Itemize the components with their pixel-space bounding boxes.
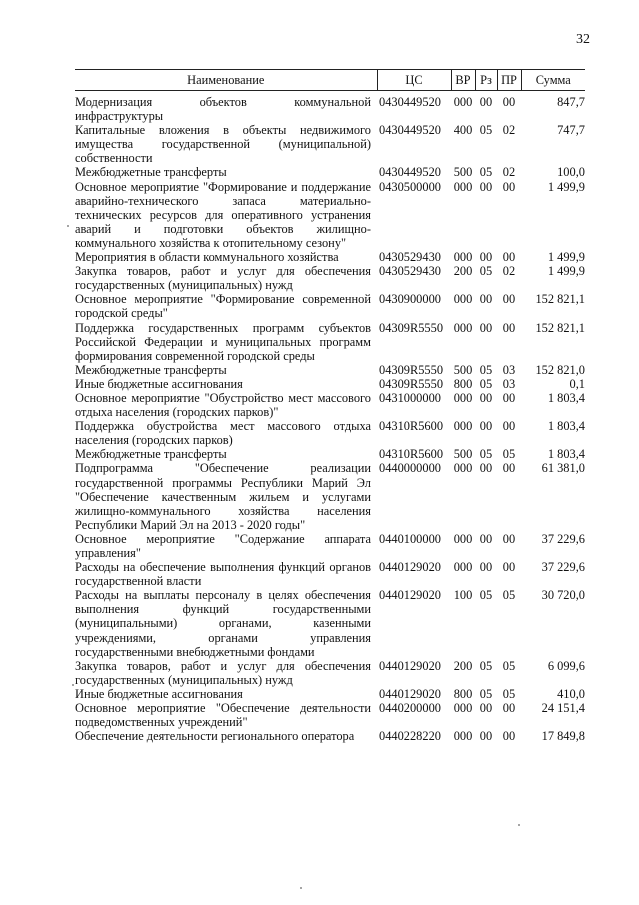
cell-cs: 0430529430 — [379, 250, 441, 265]
cell-cs: 0440000000 — [379, 461, 441, 476]
cell-sum: 1 499,9 — [547, 179, 585, 194]
cell-cs: 0430900000 — [379, 292, 441, 307]
cell-pr: 00 — [502, 292, 516, 307]
cell-vr: 000 — [453, 531, 473, 546]
header-sum: Сумма — [521, 70, 585, 91]
cell-rz: 05 — [479, 686, 493, 701]
cell-vr: 000 — [453, 95, 473, 109]
cell-cs: 0440129020 — [379, 686, 441, 701]
cell-cs: 0440100000 — [379, 531, 441, 546]
table-row — [75, 729, 585, 743]
cell-rz: 05 — [479, 447, 493, 462]
cell-sum: 100,0 — [557, 165, 585, 180]
cell-name: Мероприятия в области коммунального хозяйства — [75, 250, 339, 265]
table-row — [75, 659, 585, 687]
cell-pr: 03 — [502, 376, 516, 391]
cell-sum: 1 499,9 — [547, 264, 585, 279]
cell-pr: 00 — [502, 729, 516, 744]
cell-vr: 100 — [453, 588, 473, 603]
cell-sum: 1 803,4 — [547, 390, 585, 405]
cell-rz: 00 — [479, 179, 493, 194]
cell-rz: 00 — [479, 461, 493, 476]
cell-sum: 17 849,8 — [541, 729, 585, 744]
cell-pr: 02 — [502, 264, 516, 279]
cell-vr: 500 — [453, 362, 473, 377]
cell-rz: 05 — [479, 362, 493, 377]
cell-vr: 400 — [453, 123, 473, 138]
table-row — [75, 461, 585, 531]
cell-vr: 000 — [453, 320, 473, 335]
cell-name: Подпрограмма "Обеспечение реализации государственной программы Республики Марий Эл "Обеспечение качественным жильем и услугами жилищно-коммунального хозяйства населения Республики Марий Эл на 2013 - 2020 годы" — [75, 461, 371, 532]
scan-speck — [72, 684, 74, 686]
cell-name: Основное мероприятие "Содержание аппарата управления" — [75, 531, 371, 560]
cell-rz: 00 — [479, 320, 493, 335]
cell-sum: 30 720,0 — [541, 588, 585, 603]
header-rz: Рз — [475, 70, 497, 91]
cell-cs: 0430529430 — [379, 264, 441, 279]
cell-pr: 00 — [502, 531, 516, 546]
cell-name: Поддержка государственных программ субъектов Российской Федерации и муниципальных программ формирования современной городской среды — [75, 320, 371, 363]
cell-cs: 0431000000 — [379, 390, 441, 405]
cell-rz: 00 — [479, 531, 493, 546]
cell-vr: 000 — [453, 729, 473, 744]
cell-name: Иные бюджетные ассигнования — [75, 686, 243, 701]
cell-pr: 00 — [502, 419, 516, 434]
cell-vr: 000 — [453, 701, 473, 716]
cell-sum: 152 821,1 — [535, 320, 585, 335]
table-row — [75, 701, 585, 729]
table-row — [75, 363, 585, 377]
cell-vr: 200 — [453, 658, 473, 673]
cell-pr: 00 — [502, 701, 516, 716]
header-name: Наименование — [75, 70, 377, 91]
cell-name: Основное мероприятие "Обустройство мест массового отдыха населения (городских парков)" — [75, 390, 371, 420]
cell-cs: 0440200000 — [379, 701, 441, 716]
table-row — [75, 532, 585, 560]
table-row — [75, 588, 585, 658]
cell-name: Межбюджетные трансферты — [75, 447, 227, 462]
cell-name: Капитальные вложения в объекты недвижимого имущества государственной (муниципальной) собственности — [75, 123, 371, 166]
cell-vr: 000 — [453, 461, 473, 476]
cell-rz: 05 — [479, 264, 493, 279]
table-row — [75, 687, 585, 701]
cell-pr: 00 — [502, 179, 516, 194]
table-row — [75, 292, 585, 320]
cell-pr: 00 — [502, 390, 516, 405]
cell-name: Межбюджетные трансферты — [75, 362, 227, 377]
cell-rz: 00 — [479, 701, 493, 716]
scan-speck — [518, 824, 520, 826]
cell-vr: 000 — [453, 250, 473, 265]
cell-vr: 500 — [453, 165, 473, 180]
cell-pr: 02 — [502, 165, 516, 180]
cell-rz: 00 — [479, 560, 493, 575]
cell-pr: 00 — [502, 250, 516, 265]
cell-vr: 800 — [453, 686, 473, 701]
scan-speck — [67, 225, 69, 227]
cell-name: Основное мероприятие "Формирование современной городской среды" — [75, 292, 371, 321]
cell-cs: 0440228220 — [379, 729, 441, 744]
cell-sum: 1 803,4 — [547, 419, 585, 434]
cell-pr: 00 — [502, 560, 516, 575]
cell-rz: 00 — [479, 390, 493, 405]
cell-rz: 00 — [479, 729, 493, 744]
table-row — [75, 419, 585, 447]
cell-sum: 152 821,0 — [535, 362, 585, 377]
scan-speck — [300, 887, 302, 889]
cell-name: Закупка товаров, работ и услуг для обеспечения государственных (муниципальных) нужд — [75, 264, 371, 293]
cell-cs: 0430449520 — [379, 123, 441, 138]
header-pr: ПР — [497, 70, 521, 91]
budget-table — [75, 69, 585, 743]
cell-vr: 000 — [453, 292, 473, 307]
cell-rz: 00 — [479, 95, 493, 109]
cell-cs: 0440129020 — [379, 658, 441, 673]
cell-sum: 24 151,4 — [541, 701, 585, 716]
cell-vr: 800 — [453, 376, 473, 391]
cell-sum: 0,1 — [569, 376, 585, 391]
cell-vr: 200 — [453, 264, 473, 279]
table-row — [75, 377, 585, 391]
cell-name: Закупка товаров, работ и услуг для обеспечения государственных (муниципальных) нужд — [75, 658, 371, 687]
cell-pr: 00 — [502, 320, 516, 335]
cell-cs: 0440129020 — [379, 588, 441, 603]
cell-rz: 05 — [479, 123, 493, 138]
cell-rz: 05 — [479, 588, 493, 603]
cell-pr: 02 — [502, 123, 516, 138]
table-row — [75, 321, 585, 363]
cell-rz: 05 — [479, 376, 493, 391]
table-row — [75, 123, 585, 165]
cell-pr: 00 — [502, 461, 516, 476]
table-row — [75, 560, 585, 588]
cell-rz: 00 — [479, 292, 493, 307]
table-row — [75, 91, 585, 124]
cell-sum: 747,7 — [557, 123, 585, 138]
table-body — [75, 91, 585, 744]
cell-sum: 1 803,4 — [547, 447, 585, 462]
header-cs: ЦС — [377, 70, 451, 91]
cell-sum: 152 821,1 — [535, 292, 585, 307]
cell-sum: 410,0 — [557, 686, 585, 701]
table-row — [75, 391, 585, 419]
cell-cs: 04310R5600 — [379, 447, 444, 462]
cell-pr: 05 — [502, 686, 516, 701]
cell-vr: 500 — [453, 447, 473, 462]
cell-cs: 0430449520 — [379, 165, 441, 180]
cell-rz: 00 — [479, 250, 493, 265]
table-header-row — [75, 70, 585, 91]
page-number: 32 — [576, 32, 590, 47]
table-row — [75, 447, 585, 461]
cell-vr: 000 — [453, 390, 473, 405]
table-row — [75, 250, 585, 264]
table-row — [75, 165, 585, 179]
cell-pr: 00 — [502, 95, 516, 109]
cell-cs: 04309R5550 — [379, 320, 444, 335]
cell-sum: 6 099,6 — [547, 658, 585, 673]
cell-vr: 000 — [453, 560, 473, 575]
cell-name: Расходы на обеспечение выполнения функций органов государственной власти — [75, 560, 371, 589]
cell-cs: 0440129020 — [379, 560, 441, 575]
cell-cs: 04310R5600 — [379, 419, 444, 434]
cell-sum: 61 381,0 — [541, 461, 585, 476]
cell-cs: 0430449520 — [379, 95, 441, 109]
header-vr: ВР — [451, 70, 475, 91]
cell-name: Поддержка обустройства мест массового отдыха населения (городских парков) — [75, 419, 371, 448]
cell-sum: 1 499,9 — [547, 250, 585, 265]
cell-rz: 00 — [479, 419, 493, 434]
cell-pr: 05 — [502, 447, 516, 462]
cell-vr: 000 — [453, 419, 473, 434]
cell-cs: 04309R5550 — [379, 362, 444, 377]
cell-cs: 04309R5550 — [379, 376, 444, 391]
cell-cs: 0430500000 — [379, 179, 441, 194]
cell-name: Основное мероприятие "Обеспечение деятельности подведомственных учреждений" — [75, 701, 371, 730]
cell-rz: 05 — [479, 165, 493, 180]
cell-name: Основное мероприятие "Формирование и поддержание аварийно-технического запаса материально-технических ресурсов для оперативного устранения аварий и подготовки объектов жилищно-коммунального хозяйства к отопительному сезону" — [75, 179, 371, 250]
cell-sum: 37 229,6 — [541, 560, 585, 575]
cell-vr: 000 — [453, 179, 473, 194]
table-row — [75, 264, 585, 292]
cell-sum: 847,7 — [557, 95, 585, 109]
cell-name: Расходы на выплаты персоналу в целях обеспечения выполнения функций государственными (муниципальными) органами, казенными учреждениями, органами управления государственными внебюджетными фондами — [75, 588, 371, 659]
cell-name: Иные бюджетные ассигнования — [75, 376, 243, 391]
cell-name: Модернизация объектов коммунальной инфраструктуры — [75, 95, 371, 124]
cell-sum: 37 229,6 — [541, 531, 585, 546]
cell-rz: 05 — [479, 658, 493, 673]
table-row — [75, 180, 585, 250]
cell-name: Межбюджетные трансферты — [75, 165, 227, 180]
cell-name: Обеспечение деятельности регионального оператора — [75, 729, 355, 744]
cell-pr: 05 — [502, 658, 516, 673]
cell-pr: 03 — [502, 362, 516, 377]
cell-pr: 05 — [502, 588, 516, 603]
